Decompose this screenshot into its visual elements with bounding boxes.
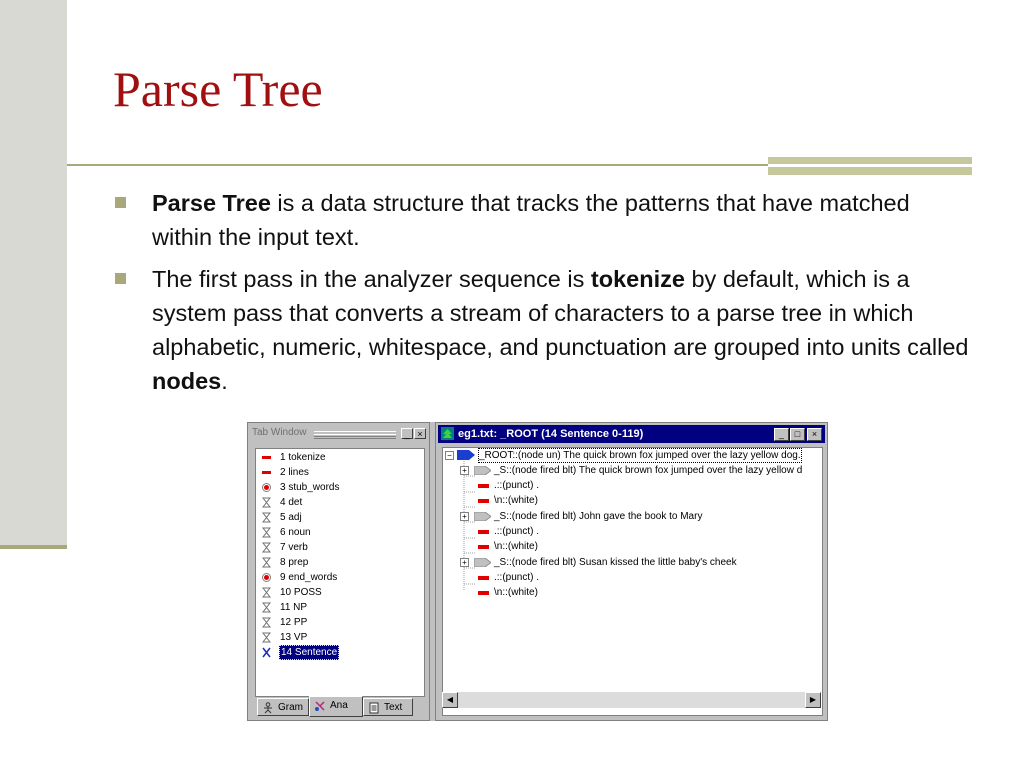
tab-window-title: Tab Window xyxy=(252,427,307,438)
expand-toggle[interactable]: + xyxy=(460,558,469,567)
screenshot xyxy=(247,422,828,721)
title-rule-accent xyxy=(768,157,972,177)
scroll-left-button[interactable]: ◀ xyxy=(442,692,458,708)
document-icon xyxy=(368,702,380,714)
bullet-bold-term: nodes xyxy=(152,368,222,394)
red-dash-icon xyxy=(478,576,489,580)
hourglass-icon xyxy=(262,557,271,568)
grammar-icon xyxy=(262,702,274,714)
left-accent-band xyxy=(0,0,67,547)
tree-node-root[interactable]: − _ROOT::(node un) The quick brown fox jumped over the lazy yellow dog. xyxy=(443,448,823,463)
collapse-toggle[interactable]: − xyxy=(445,451,454,460)
tree-app-icon xyxy=(441,427,454,440)
hourglass-icon xyxy=(262,602,271,613)
maximize-button[interactable]: □ xyxy=(790,428,805,441)
expand-toggle[interactable]: + xyxy=(460,466,469,475)
gray-arrow-icon xyxy=(474,512,491,521)
red-dash-icon xyxy=(478,545,489,549)
title-grip-lower xyxy=(314,434,396,439)
tab-strip xyxy=(255,698,425,718)
bullet-square-icon xyxy=(115,273,126,284)
hourglass-icon xyxy=(262,527,271,538)
bullet-bold-term: tokenize xyxy=(590,266,685,292)
scroll-right-button[interactable]: ▶ xyxy=(805,692,821,708)
horizontal-scrollbar[interactable] xyxy=(442,692,821,708)
gray-arrow-icon xyxy=(474,558,491,567)
hourglass-icon xyxy=(262,632,271,643)
tree-node[interactable]: \n::(white) xyxy=(443,539,823,554)
tree-node[interactable]: + _S::(node fired blt) John gave the book to Mary xyxy=(443,509,823,524)
tree-node[interactable]: .::(punct) . xyxy=(443,570,823,585)
bullet-text: by default, which is a system pass that converts a stream of characters to a parse tree in which alphabetic, numeric, whitespace, and punctuation are grouped into units called xyxy=(152,266,969,360)
window-title-bar[interactable] xyxy=(438,425,825,443)
bullet-text: The first pass in the analyzer sequence is xyxy=(152,266,591,292)
bullet-text: . xyxy=(221,368,228,394)
tab-text[interactable]: Text xyxy=(363,698,413,716)
tree-node[interactable]: .::(punct) . xyxy=(443,524,823,539)
bullet-text: is a data structure that tracks the patterns that have matched within the input text. xyxy=(152,190,910,250)
tree-node[interactable]: \n::(white) xyxy=(443,585,823,600)
close-button[interactable]: × xyxy=(414,428,426,439)
red-dash-icon xyxy=(478,530,489,534)
hourglass-icon xyxy=(262,617,271,628)
red-dash-icon xyxy=(478,499,489,503)
pass-list: 1 tokenize 2 lines 3 stub_words 4 det 5 adj 6 noun 7 verb 8 prep 9 end_words 10 POSS 11 NP 12 PP 13 VP 14 Sentence xyxy=(255,448,425,697)
tab-window xyxy=(247,422,430,721)
hourglass-icon xyxy=(262,512,271,523)
blue-x-icon xyxy=(262,647,271,658)
tab-gram[interactable]: Gram xyxy=(257,698,309,716)
red-dash-icon xyxy=(478,484,489,488)
left-band-underline xyxy=(0,545,67,549)
minimize-button[interactable]: _ xyxy=(401,428,413,439)
red-dot-icon xyxy=(262,572,271,583)
close-button[interactable]: × xyxy=(807,428,822,441)
bullet-bold-lead: Parse Tree xyxy=(152,190,271,216)
hourglass-icon xyxy=(262,497,271,508)
gray-arrow-icon xyxy=(474,466,491,475)
blue-arrow-icon xyxy=(457,450,475,460)
expand-toggle[interactable]: + xyxy=(460,512,469,521)
red-dash-icon xyxy=(262,467,271,478)
red-dash-icon xyxy=(262,452,271,463)
red-dot-icon xyxy=(262,482,271,493)
hourglass-icon xyxy=(262,587,271,598)
tree-node[interactable]: .::(punct) . xyxy=(443,478,823,493)
window-title: eg1.txt: _ROOT (14 Sentence 0-119) xyxy=(458,428,644,440)
analyzer-icon xyxy=(314,700,326,712)
parse-tree-view xyxy=(442,447,823,716)
minimize-button[interactable]: _ xyxy=(774,428,789,441)
tree-node[interactable]: \n::(white) xyxy=(443,493,823,508)
red-dash-icon xyxy=(478,591,489,595)
bullet-square-icon xyxy=(115,197,126,208)
bullet-item xyxy=(115,186,975,254)
slide-title: Parse Tree xyxy=(113,61,323,117)
tree-node[interactable]: + _S::(node fired blt) The quick brown fox jumped over the lazy yellow d xyxy=(443,463,823,478)
parse-tree-window xyxy=(435,422,828,721)
hourglass-icon xyxy=(262,542,271,553)
tab-ana[interactable]: Ana xyxy=(309,696,363,717)
bullet-list xyxy=(115,186,975,406)
tree-node[interactable]: + _S::(node fired blt) Susan kissed the little baby's cheek xyxy=(443,555,823,570)
bullet-item xyxy=(115,262,975,398)
